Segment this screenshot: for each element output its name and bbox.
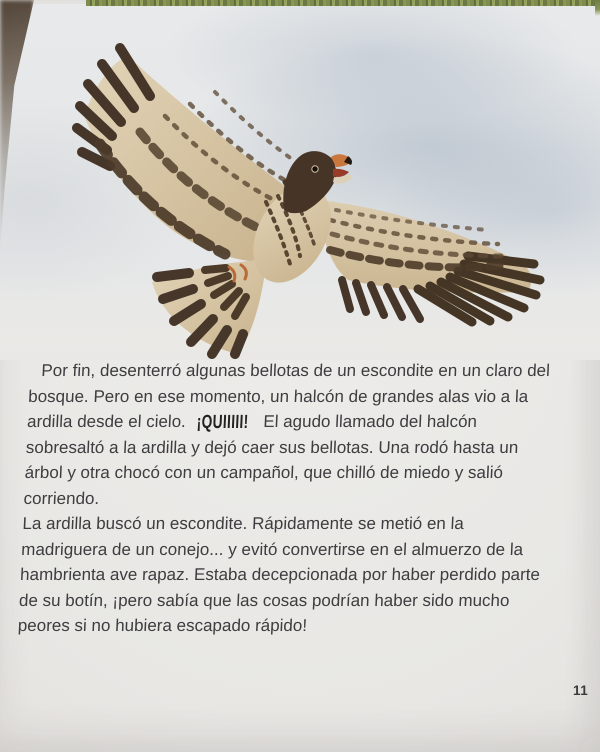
hawk-illustration [0, 4, 600, 360]
hawk-right-wing [318, 200, 540, 322]
grass-strip [86, 0, 600, 6]
story-paragraph-1 [23, 358, 560, 511]
hawk-eye [312, 166, 318, 172]
story-text [17, 358, 560, 639]
grass-strip-right [595, 0, 600, 16]
hawk-beak [331, 154, 352, 183]
illustration-sky [0, 4, 600, 360]
hawk-call-text: ¡QUIIIII! [196, 412, 250, 433]
paragraph1-text-after: El agudo llamado del halcón sobresaltó a la ardilla y dejó caer sus bellotas. Una rodó hasta un árbol y otra chocó con un campañol, que chilló de miedo y salió corriendo. [23, 412, 519, 508]
paragraph1-text-before: Por fin, desenterró algunas bellotas de un escondite en un claro del bosque. Pero en ese momento, un halcón de grandes alas vio a la ardilla desde el cielo. [26, 361, 551, 431]
page-number: 11 [573, 683, 589, 698]
story-paragraph-2: La ardilla buscó un escondite. Rápidamente se metió en la madriguera de un conejo... y evitó convertirse en el almuerzo de la hambrienta ave rapaz. Estaba decepcionada por haber perdido parte de su botín, ¡pero sabía que las cosas podrían haber sido mucho peores si no hubiera escapado rápido! [17, 514, 541, 635]
hawk-tail [152, 260, 266, 354]
